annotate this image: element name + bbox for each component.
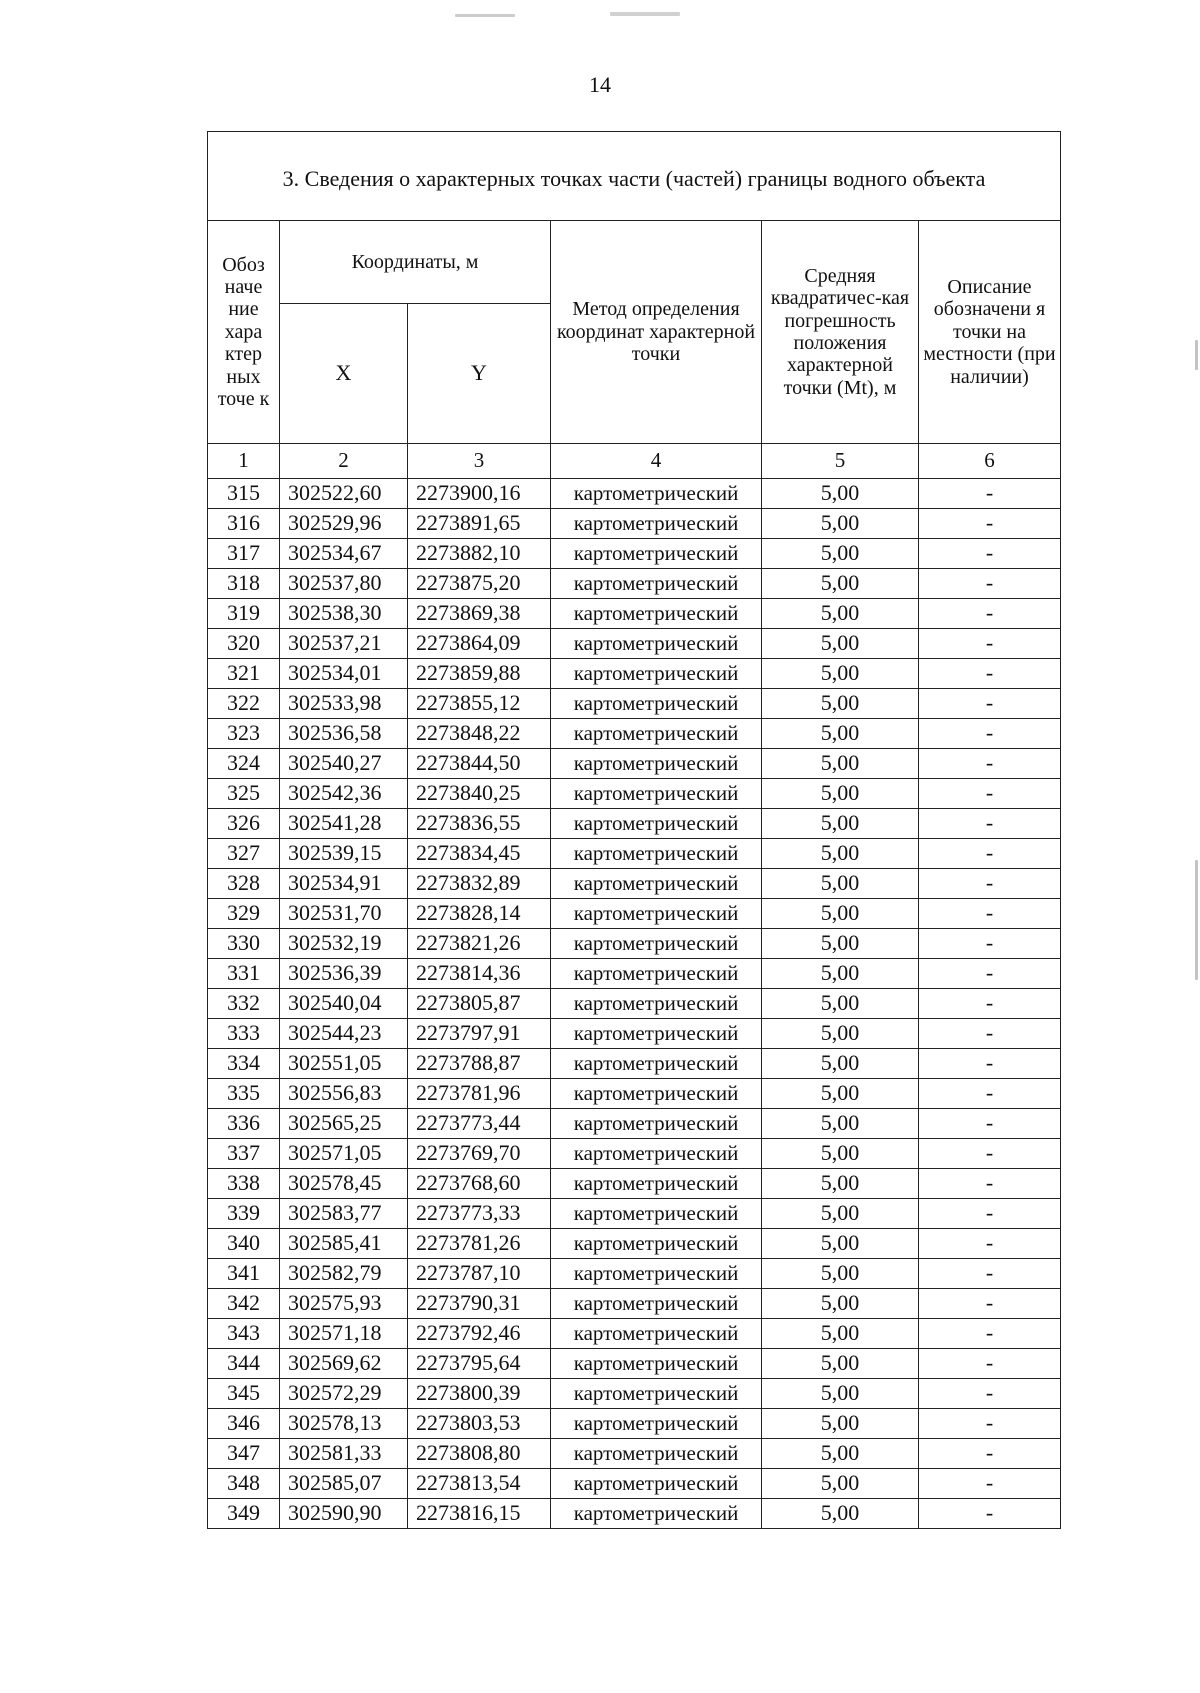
column-number: 4 [551, 444, 762, 479]
description: - [919, 1499, 1061, 1529]
accuracy: 5,00 [762, 809, 919, 839]
table-row [208, 569, 1061, 599]
accuracy: 5,00 [762, 1139, 919, 1169]
method: картометрический [551, 1139, 762, 1169]
header-y: Y [408, 304, 551, 444]
point-id: 333 [208, 1019, 280, 1049]
point-id: 322 [208, 689, 280, 719]
point-id: 316 [208, 509, 280, 539]
coord-x: 302537,21 [280, 629, 408, 659]
table-row [208, 1229, 1061, 1259]
method: картометрический [551, 989, 762, 1019]
accuracy: 5,00 [762, 1019, 919, 1049]
table-row [208, 509, 1061, 539]
coord-y: 2273803,53 [408, 1409, 551, 1439]
method: картометрический [551, 539, 762, 569]
point-id: 330 [208, 929, 280, 959]
coord-y: 2273813,54 [408, 1469, 551, 1499]
coord-y: 2273821,26 [408, 929, 551, 959]
coord-x: 302540,04 [280, 989, 408, 1019]
description: - [919, 929, 1061, 959]
point-id: 346 [208, 1409, 280, 1439]
accuracy: 5,00 [762, 1469, 919, 1499]
method: картометрический [551, 1169, 762, 1199]
coord-x: 302538,30 [280, 599, 408, 629]
method: картометрический [551, 569, 762, 599]
point-id: 349 [208, 1499, 280, 1529]
point-id: 331 [208, 959, 280, 989]
accuracy: 5,00 [762, 779, 919, 809]
coord-x: 302541,28 [280, 809, 408, 839]
coord-x: 302536,58 [280, 719, 408, 749]
coord-y: 2273787,10 [408, 1259, 551, 1289]
point-id: 325 [208, 779, 280, 809]
table-body [208, 479, 1061, 1529]
method: картометрический [551, 479, 762, 509]
description: - [919, 1289, 1061, 1319]
accuracy: 5,00 [762, 839, 919, 869]
method: картометрический [551, 1109, 762, 1139]
description: - [919, 1379, 1061, 1409]
coord-x: 302572,29 [280, 1379, 408, 1409]
point-id: 317 [208, 539, 280, 569]
coord-x: 302540,27 [280, 749, 408, 779]
coord-x: 302590,90 [280, 1499, 408, 1529]
table-row [208, 1289, 1061, 1319]
accuracy: 5,00 [762, 1079, 919, 1109]
accuracy: 5,00 [762, 1199, 919, 1229]
method: картометрический [551, 1349, 762, 1379]
coord-x: 302575,93 [280, 1289, 408, 1319]
method: картометрический [551, 1079, 762, 1109]
table-row [208, 1079, 1061, 1109]
header-accuracy: Средняя квадратичес-кая погрешность положения характерной точки (Mt), м [762, 221, 919, 444]
accuracy: 5,00 [762, 989, 919, 1019]
scan-artifact [1195, 860, 1198, 980]
method: картометрический [551, 1229, 762, 1259]
header-method: Метод определения координат характерной точки [551, 221, 762, 444]
point-id: 343 [208, 1319, 280, 1349]
accuracy: 5,00 [762, 899, 919, 929]
description: - [919, 659, 1061, 689]
coord-y: 2273828,14 [408, 899, 551, 929]
description: - [919, 839, 1061, 869]
coord-y: 2273859,88 [408, 659, 551, 689]
point-id: 339 [208, 1199, 280, 1229]
method: картометрический [551, 1379, 762, 1409]
header-designation: Обоз наче ние хара ктер ных точе к [208, 221, 280, 444]
coord-y: 2273900,16 [408, 479, 551, 509]
description: - [919, 1349, 1061, 1379]
table-row [208, 659, 1061, 689]
description: - [919, 1109, 1061, 1139]
coord-x: 302585,07 [280, 1469, 408, 1499]
accuracy: 5,00 [762, 539, 919, 569]
coord-y: 2273832,89 [408, 869, 551, 899]
table-row [208, 959, 1061, 989]
accuracy: 5,00 [762, 1379, 919, 1409]
point-id: 347 [208, 1439, 280, 1469]
description: - [919, 1169, 1061, 1199]
point-id: 332 [208, 989, 280, 1019]
description: - [919, 1259, 1061, 1289]
point-id: 328 [208, 869, 280, 899]
coord-y: 2273840,25 [408, 779, 551, 809]
accuracy: 5,00 [762, 1349, 919, 1379]
coord-x: 302529,96 [280, 509, 408, 539]
point-id: 335 [208, 1079, 280, 1109]
table-row [208, 1019, 1061, 1049]
coord-y: 2273805,87 [408, 989, 551, 1019]
description: - [919, 749, 1061, 779]
table-row [208, 1169, 1061, 1199]
coord-y: 2273795,64 [408, 1349, 551, 1379]
table-row [208, 899, 1061, 929]
coord-y: 2273816,15 [408, 1499, 551, 1529]
accuracy: 5,00 [762, 1109, 919, 1139]
description: - [919, 599, 1061, 629]
method: картометрический [551, 839, 762, 869]
method: картометрический [551, 749, 762, 779]
table-row [208, 839, 1061, 869]
point-id: 319 [208, 599, 280, 629]
method: картометрический [551, 1199, 762, 1229]
method: картометрический [551, 779, 762, 809]
column-number: 6 [919, 444, 1061, 479]
description: - [919, 1469, 1061, 1499]
coord-y: 2273797,91 [408, 1019, 551, 1049]
accuracy: 5,00 [762, 1409, 919, 1439]
table-row [208, 1439, 1061, 1469]
coord-x: 302581,33 [280, 1439, 408, 1469]
coord-x: 302556,83 [280, 1079, 408, 1109]
accuracy: 5,00 [762, 929, 919, 959]
description: - [919, 629, 1061, 659]
scan-artifact [1195, 340, 1198, 370]
coord-y: 2273814,36 [408, 959, 551, 989]
point-id: 321 [208, 659, 280, 689]
accuracy: 5,00 [762, 749, 919, 779]
table-row [208, 479, 1061, 509]
page-number: 14 [589, 72, 611, 97]
point-id: 324 [208, 749, 280, 779]
accuracy: 5,00 [762, 1439, 919, 1469]
method: картометрический [551, 1319, 762, 1349]
table-row [208, 1319, 1061, 1349]
coord-y: 2273891,65 [408, 509, 551, 539]
coord-y: 2273808,80 [408, 1439, 551, 1469]
table-row [208, 1049, 1061, 1079]
coord-x: 302578,13 [280, 1409, 408, 1439]
coord-y: 2273844,50 [408, 749, 551, 779]
column-number: 3 [408, 444, 551, 479]
table-row [208, 1499, 1061, 1529]
description: - [919, 869, 1061, 899]
method: картометрический [551, 1469, 762, 1499]
point-id: 338 [208, 1169, 280, 1199]
point-id: 341 [208, 1259, 280, 1289]
table-row [208, 1379, 1061, 1409]
method: картометрический [551, 899, 762, 929]
description: - [919, 1319, 1061, 1349]
coord-x: 302522,60 [280, 479, 408, 509]
table-row [208, 1469, 1061, 1499]
description: - [919, 779, 1061, 809]
scan-artifact [610, 12, 680, 16]
accuracy: 5,00 [762, 509, 919, 539]
coord-y: 2273875,20 [408, 569, 551, 599]
point-id: 315 [208, 479, 280, 509]
coord-x: 302578,45 [280, 1169, 408, 1199]
point-id: 326 [208, 809, 280, 839]
column-number: 2 [280, 444, 408, 479]
method: картометрический [551, 869, 762, 899]
point-id: 348 [208, 1469, 280, 1499]
table-row [208, 1259, 1061, 1289]
table-row [208, 929, 1061, 959]
accuracy: 5,00 [762, 869, 919, 899]
method: картометрический [551, 659, 762, 689]
table-row [208, 1109, 1061, 1139]
accuracy: 5,00 [762, 959, 919, 989]
accuracy: 5,00 [762, 1499, 919, 1529]
coord-x: 302544,23 [280, 1019, 408, 1049]
method: картометрический [551, 1409, 762, 1439]
table-row [208, 1409, 1061, 1439]
coord-x: 302571,05 [280, 1139, 408, 1169]
table-row [208, 719, 1061, 749]
accuracy: 5,00 [762, 1169, 919, 1199]
description: - [919, 539, 1061, 569]
table-row [208, 989, 1061, 1019]
description: - [919, 1079, 1061, 1109]
coord-x: 302534,91 [280, 869, 408, 899]
method: картометрический [551, 1439, 762, 1469]
table-row [208, 1199, 1061, 1229]
coord-x: 302569,62 [280, 1349, 408, 1379]
coord-y: 2273869,38 [408, 599, 551, 629]
description: - [919, 1229, 1061, 1259]
coord-x: 302539,15 [280, 839, 408, 869]
coord-x: 302531,70 [280, 899, 408, 929]
accuracy: 5,00 [762, 719, 919, 749]
point-id: 323 [208, 719, 280, 749]
boundary-points-table [207, 131, 1061, 1529]
coord-y: 2273836,55 [408, 809, 551, 839]
description: - [919, 569, 1061, 599]
coord-y: 2273781,96 [408, 1079, 551, 1109]
accuracy: 5,00 [762, 629, 919, 659]
coord-x: 302536,39 [280, 959, 408, 989]
method: картометрический [551, 929, 762, 959]
coord-x: 302533,98 [280, 689, 408, 719]
description: - [919, 509, 1061, 539]
column-number: 5 [762, 444, 919, 479]
coord-x: 302585,41 [280, 1229, 408, 1259]
coord-y: 2273848,22 [408, 719, 551, 749]
description: - [919, 479, 1061, 509]
description: - [919, 1199, 1061, 1229]
point-id: 345 [208, 1379, 280, 1409]
accuracy: 5,00 [762, 479, 919, 509]
coord-x: 302551,05 [280, 1049, 408, 1079]
accuracy: 5,00 [762, 1229, 919, 1259]
method: картометрический [551, 1049, 762, 1079]
table-title: 3. Сведения о характерных точках части (частей) границы водного объекта [208, 132, 1061, 221]
table-row [208, 539, 1061, 569]
coord-y: 2273792,46 [408, 1319, 551, 1349]
accuracy: 5,00 [762, 1289, 919, 1319]
description: - [919, 989, 1061, 1019]
description: - [919, 959, 1061, 989]
coord-y: 2273773,44 [408, 1109, 551, 1139]
header-x: X [280, 304, 408, 444]
table-row [208, 779, 1061, 809]
accuracy: 5,00 [762, 1319, 919, 1349]
point-id: 336 [208, 1109, 280, 1139]
coord-x: 302583,77 [280, 1199, 408, 1229]
point-id: 344 [208, 1349, 280, 1379]
description: - [919, 899, 1061, 929]
point-id: 329 [208, 899, 280, 929]
coord-x: 302537,80 [280, 569, 408, 599]
method: картометрический [551, 599, 762, 629]
method: картометрический [551, 809, 762, 839]
accuracy: 5,00 [762, 1049, 919, 1079]
coord-y: 2273768,60 [408, 1169, 551, 1199]
coord-y: 2273773,33 [408, 1199, 551, 1229]
point-id: 334 [208, 1049, 280, 1079]
method: картометрический [551, 509, 762, 539]
coord-x: 302542,36 [280, 779, 408, 809]
coord-x: 302534,67 [280, 539, 408, 569]
point-id: 342 [208, 1289, 280, 1319]
description: - [919, 689, 1061, 719]
header-description: Описание обозначени я точки на местности (при наличии) [919, 221, 1061, 444]
description: - [919, 1019, 1061, 1049]
coord-x: 302534,01 [280, 659, 408, 689]
description: - [919, 1439, 1061, 1469]
coord-y: 2273834,45 [408, 839, 551, 869]
coord-x: 302571,18 [280, 1319, 408, 1349]
description: - [919, 1139, 1061, 1169]
accuracy: 5,00 [762, 659, 919, 689]
point-id: 337 [208, 1139, 280, 1169]
table-row [208, 869, 1061, 899]
table-row [208, 599, 1061, 629]
method: картометрический [551, 689, 762, 719]
point-id: 327 [208, 839, 280, 869]
column-number: 1 [208, 444, 280, 479]
coord-y: 2273882,10 [408, 539, 551, 569]
table-row [208, 1139, 1061, 1169]
description: - [919, 1409, 1061, 1439]
method: картометрический [551, 629, 762, 659]
accuracy: 5,00 [762, 569, 919, 599]
point-id: 320 [208, 629, 280, 659]
method: картометрический [551, 1499, 762, 1529]
method: картометрический [551, 1019, 762, 1049]
header-coordinates: Координаты, м [280, 221, 551, 304]
coord-x: 302565,25 [280, 1109, 408, 1139]
coord-y: 2273788,87 [408, 1049, 551, 1079]
method: картометрический [551, 719, 762, 749]
point-id: 340 [208, 1229, 280, 1259]
coord-y: 2273800,39 [408, 1379, 551, 1409]
table-row [208, 749, 1061, 779]
table-row [208, 629, 1061, 659]
method: картометрический [551, 959, 762, 989]
coord-y: 2273864,09 [408, 629, 551, 659]
accuracy: 5,00 [762, 689, 919, 719]
table-row [208, 809, 1061, 839]
description: - [919, 809, 1061, 839]
coord-y: 2273790,31 [408, 1289, 551, 1319]
coord-y: 2273781,26 [408, 1229, 551, 1259]
coord-x: 302582,79 [280, 1259, 408, 1289]
accuracy: 5,00 [762, 599, 919, 629]
point-id: 318 [208, 569, 280, 599]
description: - [919, 719, 1061, 749]
description: - [919, 1049, 1061, 1079]
coord-y: 2273769,70 [408, 1139, 551, 1169]
coord-y: 2273855,12 [408, 689, 551, 719]
table-row [208, 689, 1061, 719]
scan-artifact [455, 14, 515, 17]
table-row [208, 1349, 1061, 1379]
accuracy: 5,00 [762, 1259, 919, 1289]
method: картометрический [551, 1289, 762, 1319]
method: картометрический [551, 1259, 762, 1289]
coord-x: 302532,19 [280, 929, 408, 959]
